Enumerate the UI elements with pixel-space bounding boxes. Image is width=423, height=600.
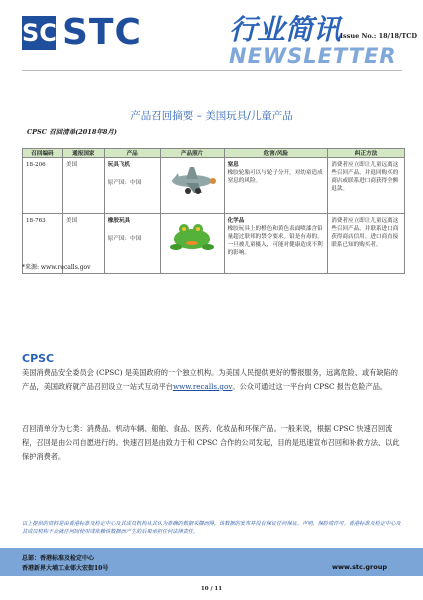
recall-code: 18-206 — [23, 158, 63, 214]
footer-url[interactable]: www.stc.group — [332, 563, 387, 571]
col-header: 产品照片 — [160, 149, 224, 158]
page-number: 10 / 11 — [200, 586, 223, 592]
remedy: 消费者应立即让儿童远离这些召回产品，并退回购买的商店或联系进口商获得全额退款。 — [328, 158, 405, 214]
product-name: 玩具飞机 — [107, 162, 131, 168]
footer-hq: 总部：香港标准及检定中心 — [22, 555, 95, 562]
cpsc-p1-text-end: 。公众可通过这一平台向 CPSC 报告危险产品。 — [232, 382, 388, 391]
recalls-link[interactable]: www.recalls.gov — [172, 382, 233, 391]
country: 美国 — [62, 158, 104, 214]
product-origin: 原产国：中国 — [107, 236, 142, 243]
hazard-text: 橡胶玩具上的橙色和黄色表面喷漆含铅量超过联邦的禁令要求。铅是有毒的，一旦被儿童摄入，可能对健康造成不利的影响。 — [227, 226, 323, 257]
hazard-title: 窒息 — [227, 162, 239, 168]
rubber-frog-toy-icon — [164, 217, 220, 257]
col-header: 产品 — [104, 149, 160, 158]
hazard-cell — [224, 158, 328, 214]
toy-airplane-icon — [164, 161, 220, 201]
product-cell — [104, 158, 160, 214]
col-header: 危害/风险 — [224, 149, 328, 158]
product-origin: 原产国：中国 — [107, 180, 142, 187]
table-header-row — [23, 149, 405, 158]
table-row — [23, 158, 405, 214]
cpsc-paragraph-1 — [22, 366, 402, 394]
disclaimer: 以上提供的资料是由香港标准及检定中心及其成员机构从其认为准确的数据采撷而得，该数据的发布并没有保证任何保证、声明，保险或许可。香港标准及检定中心及其成员机构不会就任何因使用或依赖该数据而产生的后果承担任何法律责任。 — [22, 521, 401, 535]
product-photo — [160, 214, 224, 274]
country: 美国 — [62, 214, 104, 274]
remedy: 消费者应立即让儿童远离这些召回产品，并联系进口商获得商店信用。进口商直接联系已知的购买者。 — [328, 214, 405, 274]
issue-number: Issue No.: 18/18/TCD — [340, 32, 418, 40]
source-note: *来源: www.recalls.gov — [22, 264, 91, 271]
subtitle: CPSC 召回清单(2018年8月) — [27, 128, 117, 136]
header-divider — [22, 70, 402, 71]
cpsc-p1-text: 美国消费品安全委员会 (CPSC) 是美国政府的一个独立机构。为美国人民提供更好的警报服务，远离危险、或有缺陷的产品，美国政府就产品召回设立一站式互动平台 — [22, 368, 398, 391]
logo-text: STC — [62, 12, 142, 53]
product-name: 橡胶玩具 — [107, 218, 131, 224]
section-title: 产品召回摘要 – 美国玩具/儿童产品 — [130, 110, 293, 122]
product-cell — [104, 214, 160, 274]
recall-table — [22, 148, 405, 274]
newsletter-title-cn: 行业简讯 — [229, 13, 342, 46]
product-photo — [160, 158, 224, 214]
col-header: 召回编码 — [23, 149, 63, 158]
cpsc-paragraph-2: 召回清单分为七类：消费品、机动车辆、船舶、食品、医药、化妆品和环保产品。一般来说，根据 CPSC 快速召回流程，召回是由公司自愿进行的。快速召回是由致力于和 CPSC 合作的公司发起，目的是迅速宣布召回和补救方法，以此保护消费者。 — [22, 424, 400, 461]
footer-address: 香港新界大埔工业邨大宏街10号 — [22, 565, 109, 572]
hazard-cell — [224, 214, 328, 274]
hazard-text: 橡胶轮胎可以与轮子分开，对幼童造成窒息的风险。 — [227, 170, 323, 185]
newsletter-title-en: NEWSLETTER — [229, 44, 397, 68]
cpsc-heading: CPSC — [22, 352, 55, 365]
col-header: 纠正方法 — [328, 149, 405, 158]
col-header: 通报国家 — [62, 149, 104, 158]
hazard-title: 化学品 — [227, 218, 245, 224]
logo-mark: SC — [22, 19, 57, 47]
recall-code: 18-763 — [23, 214, 63, 274]
